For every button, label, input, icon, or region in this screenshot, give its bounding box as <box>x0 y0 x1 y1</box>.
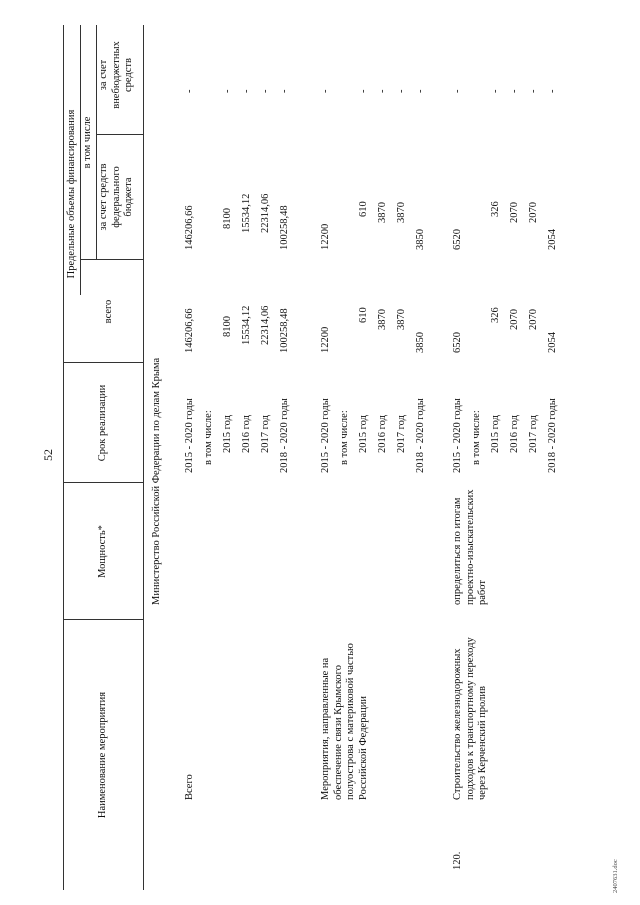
period-cell: 2018 - 2020 годы <box>415 398 426 473</box>
extra-cell: - <box>358 89 369 93</box>
col-divider-federal-extra <box>96 134 143 135</box>
total-cell: 3850 <box>415 332 426 353</box>
period-cell: 2017 год <box>396 415 407 453</box>
capacity-cell: определиться по итогам проектно-изыскательских работ <box>452 489 488 605</box>
including-header-divider <box>96 25 97 260</box>
extra-cell: - <box>260 89 271 93</box>
table-header-bottom-border <box>143 25 144 890</box>
section-title: Министерство Российской Федерации по делам Крыма <box>151 357 162 605</box>
extra-cell: - <box>528 89 539 93</box>
extra-cell: - <box>320 89 331 93</box>
header-including: в том числе <box>82 116 93 169</box>
header-extra: за счет внебюджетных средств <box>98 41 134 109</box>
period-cell: 2015 - 2020 годы <box>184 398 195 473</box>
period-cell: 2015 год <box>358 415 369 453</box>
period-cell: 2017 год <box>528 415 539 453</box>
total-cell: 100258,48 <box>279 308 290 353</box>
item-number: 120. <box>452 851 463 870</box>
header-capacity: Мощность* <box>97 525 108 578</box>
total-cell: 2054 <box>547 332 558 353</box>
extra-cell: - <box>241 89 252 93</box>
block-name-total: Всего <box>184 774 195 800</box>
federal-cell: 6520 <box>452 229 463 250</box>
header-total: всего <box>103 299 114 324</box>
block-name-crimea-link: Мероприятия, направленные на обеспечение связи Крымского полуострова с материковой частью Российской Федерации <box>320 643 369 800</box>
federal-cell: 2070 <box>509 202 520 223</box>
total-cell: 3870 <box>396 309 407 330</box>
total-cell: 326 <box>490 307 501 323</box>
total-cell: 3870 <box>377 309 388 330</box>
period-cell: 2017 год <box>260 415 271 453</box>
period-cell: 2016 год <box>509 415 520 453</box>
period-cell: в том числе: <box>471 410 482 465</box>
total-cell: 146206,66 <box>184 308 195 353</box>
federal-cell: 100258,48 <box>279 205 290 250</box>
federal-cell: 3870 <box>377 202 388 223</box>
extra-cell: - <box>222 89 233 93</box>
total-cell: 8100 <box>222 316 233 337</box>
period-cell: 2015 - 2020 годы <box>452 398 463 473</box>
header-period: Срок реализации <box>97 384 108 462</box>
header-federal: за счет средств федерального бюджета <box>98 163 134 231</box>
period-cell: 2016 год <box>377 415 388 453</box>
total-cell: 6520 <box>452 332 463 353</box>
federal-cell: 3850 <box>415 229 426 250</box>
footer-code: 2407631.doc <box>612 859 619 893</box>
extra-cell: - <box>452 89 463 93</box>
federal-cell: 12200 <box>320 223 331 250</box>
header-name: Наименование мероприятия <box>97 691 108 819</box>
extra-cell: - <box>279 89 290 93</box>
federal-cell: 146206,66 <box>184 205 195 250</box>
header-limits: Предельные объемы финансирования <box>66 109 77 279</box>
extra-cell: - <box>509 89 520 93</box>
federal-cell: 2070 <box>528 202 539 223</box>
period-cell: в том числе: <box>203 410 214 465</box>
page-number: 52 <box>41 449 55 461</box>
total-cell: 15534,12 <box>241 305 252 345</box>
period-cell: 2018 - 2020 годы <box>279 398 290 473</box>
period-cell: 2015 год <box>490 415 501 453</box>
limits-header-divider <box>80 25 81 295</box>
federal-cell: 2054 <box>547 229 558 250</box>
extra-cell: - <box>490 89 501 93</box>
extra-cell: - <box>396 89 407 93</box>
period-cell: 2018 - 2020 годы <box>547 398 558 473</box>
block-name-railway: Строительство железнодорожных подходов к транспортному переходу через Керченский пролив <box>452 637 488 800</box>
total-cell: 22314,06 <box>260 305 271 345</box>
total-cell: 12200 <box>320 326 331 353</box>
period-cell: 2016 год <box>241 415 252 453</box>
federal-cell: 22314,06 <box>260 193 271 233</box>
total-cell: 2070 <box>528 309 539 330</box>
total-cell: 2070 <box>509 309 520 330</box>
federal-cell: 326 <box>490 201 501 217</box>
period-cell: 2015 - 2020 годы <box>320 398 331 473</box>
period-cell: 2015 год <box>222 415 233 453</box>
federal-cell: 3870 <box>396 202 407 223</box>
extra-cell: - <box>184 89 195 93</box>
federal-cell: 8100 <box>222 208 233 229</box>
extra-cell: - <box>547 89 558 93</box>
federal-cell: 15534,12 <box>241 193 252 233</box>
federal-cell: 610 <box>358 201 369 217</box>
table-top-border <box>63 25 64 890</box>
extra-cell: - <box>377 89 388 93</box>
extra-cell: - <box>415 89 426 93</box>
total-cell: 610 <box>358 307 369 323</box>
period-cell: в том числе: <box>339 410 350 465</box>
